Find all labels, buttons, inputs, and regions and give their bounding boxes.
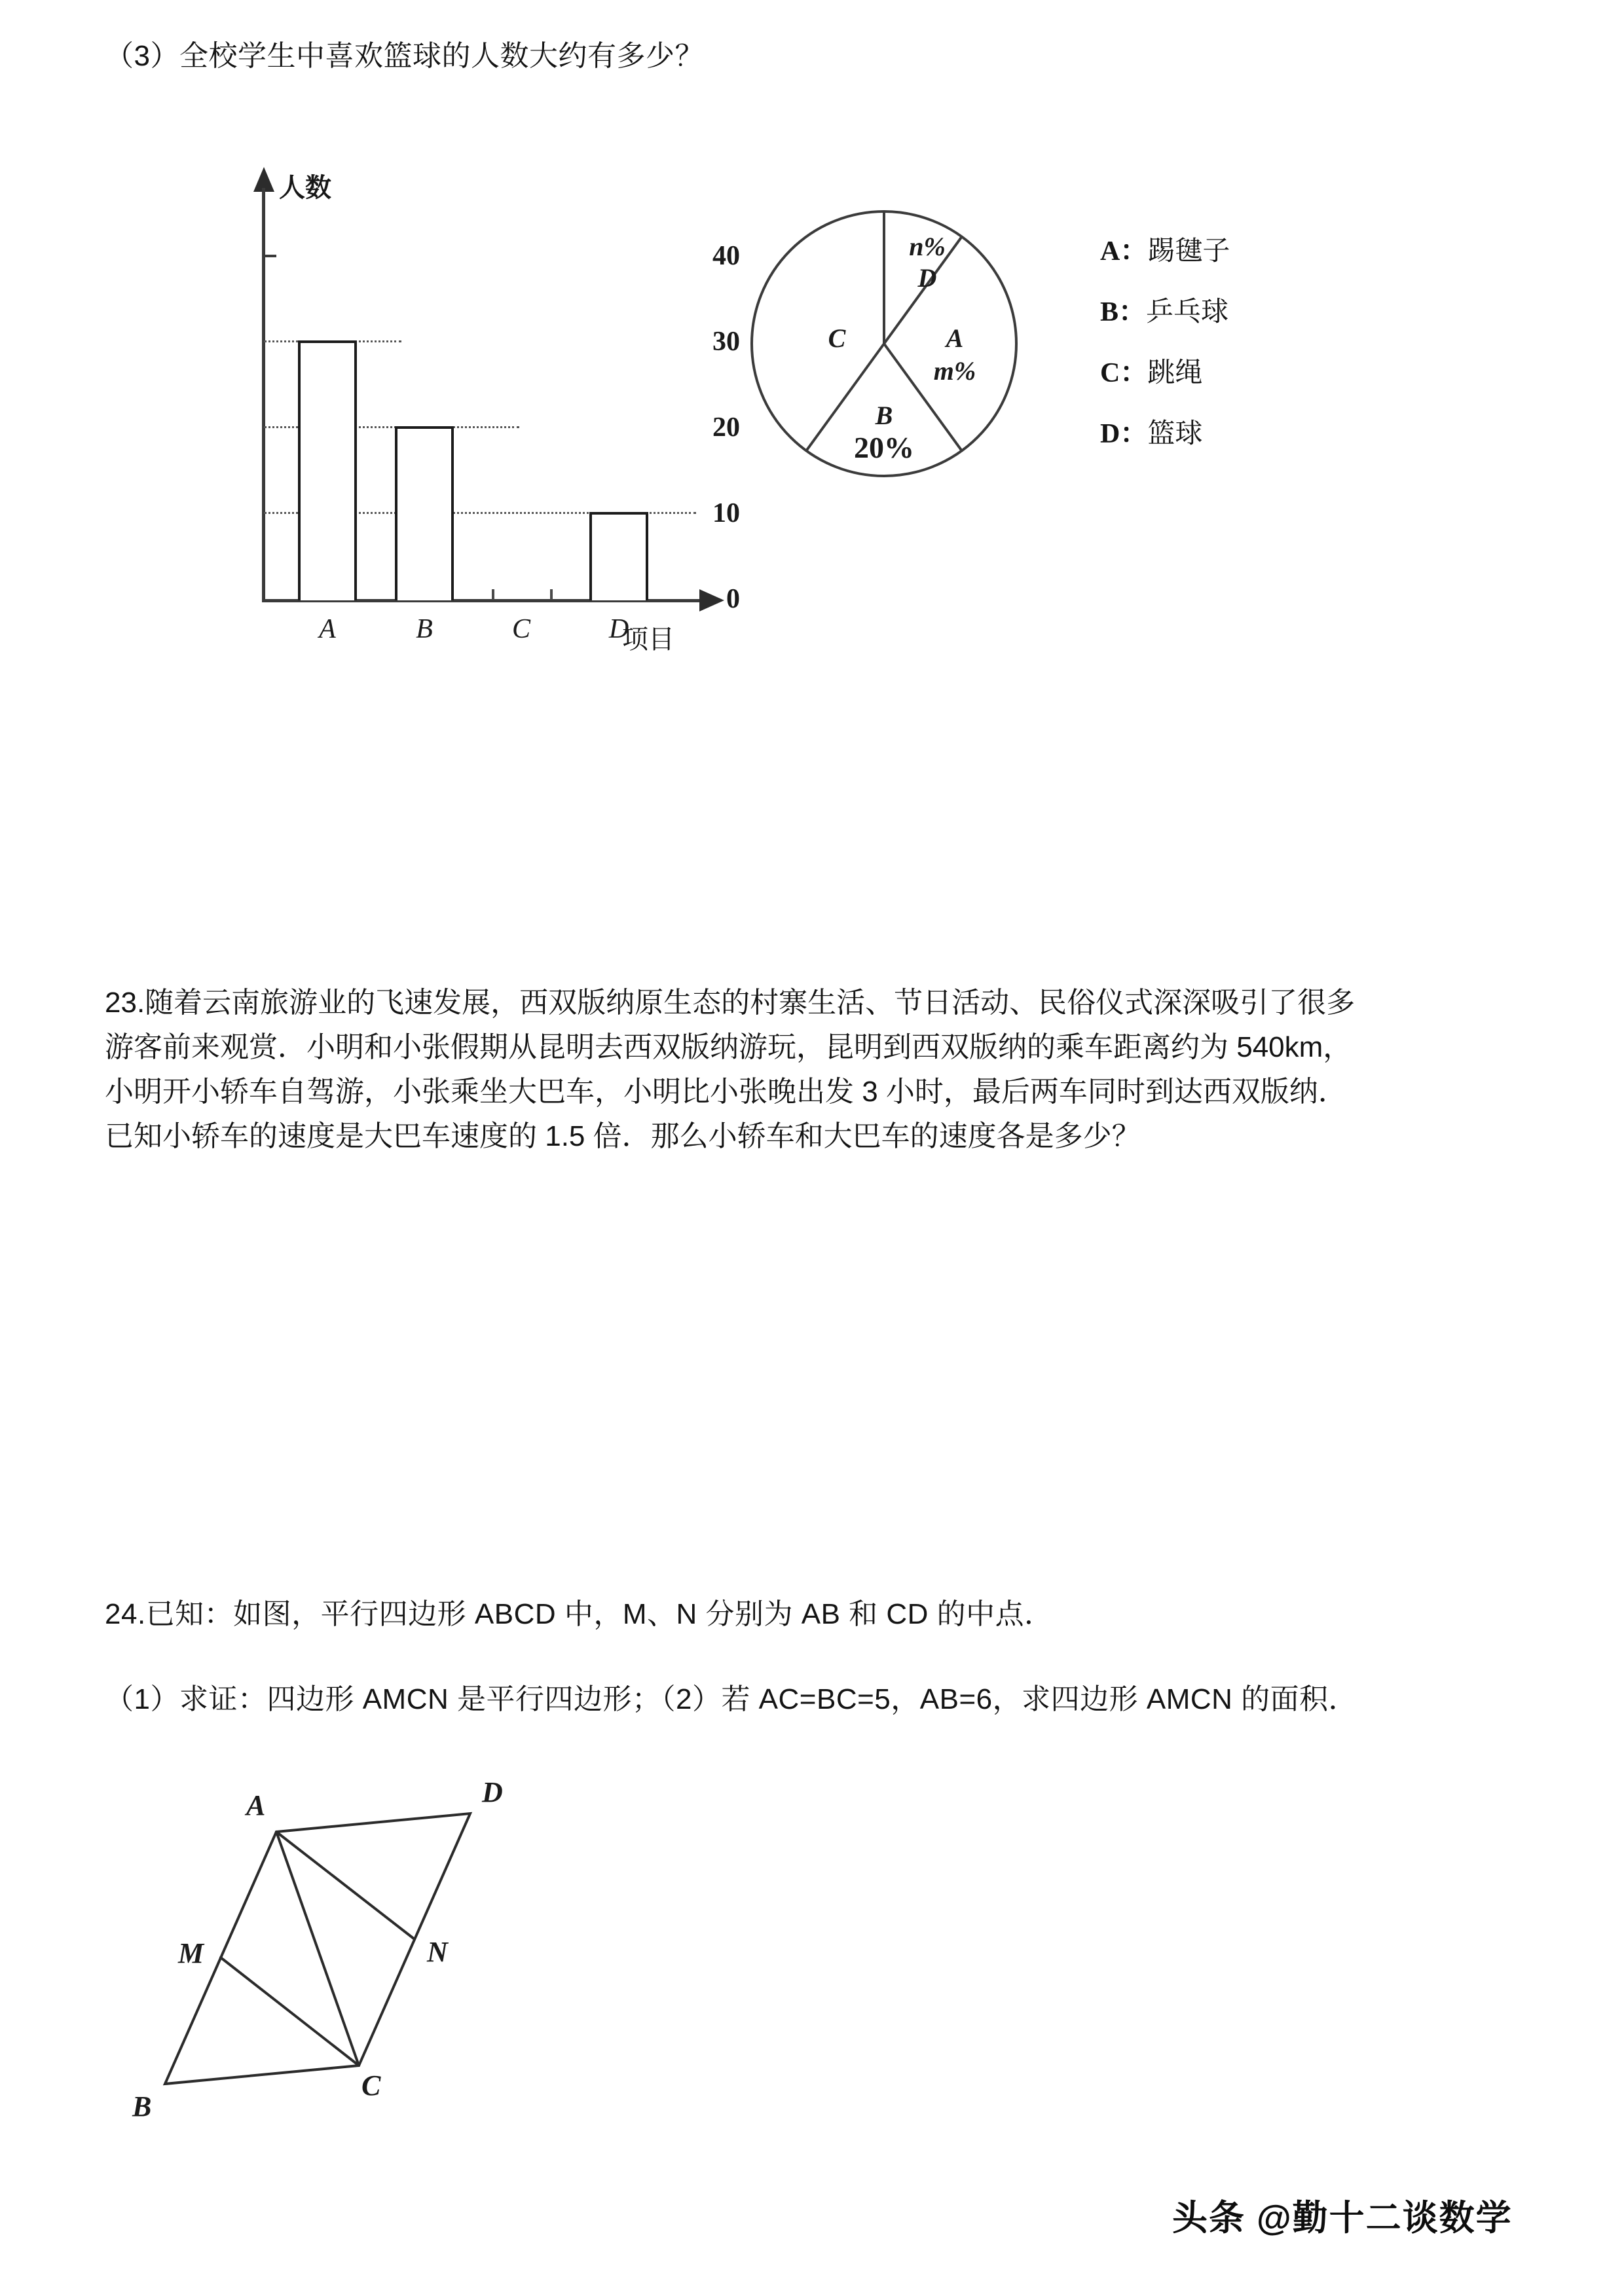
watermark: 头条 @勤十二谈数学 bbox=[1172, 2198, 1513, 2238]
legend-key-b: B： bbox=[1100, 297, 1147, 327]
question-23-line-4: 已知小轿车的速度是大巴车速度的 1.5 倍．那么小轿车和大巴车的速度各是多少？ bbox=[105, 1120, 1141, 1152]
y-tick-label-40: 40 bbox=[712, 241, 740, 271]
legend-item-c bbox=[1100, 351, 1202, 390]
legend-key-d: D： bbox=[1100, 419, 1148, 449]
y-tick-label-20: 20 bbox=[712, 412, 740, 443]
x-axis-label: 项目 bbox=[622, 625, 674, 654]
question-24-stem: 24.已知：如图，平行四边形 ABCD 中，M、N 分别为 AB 和 CD 的中点． bbox=[105, 1598, 1054, 1630]
x-tick-mark-c-left bbox=[492, 589, 494, 600]
legend-key-a: A： bbox=[1100, 236, 1148, 266]
legend-label-d: 篮球 bbox=[1147, 418, 1203, 448]
segment-an bbox=[276, 1832, 415, 1939]
legend-label-c: 跳绳 bbox=[1147, 357, 1203, 388]
segment-mc bbox=[221, 1958, 359, 2066]
segment-ac bbox=[276, 1832, 359, 2066]
y-axis-line bbox=[262, 188, 265, 602]
x-category-label-C: C bbox=[511, 614, 531, 644]
parallelogram-figure bbox=[118, 1776, 589, 2252]
vertex-label-d: D bbox=[482, 1776, 503, 1808]
legend-item-d bbox=[1100, 412, 1202, 451]
vertex-label-b: B bbox=[132, 2090, 152, 2123]
y-tick-mark-40 bbox=[262, 255, 276, 257]
y-tick-label-0: 0 bbox=[726, 584, 740, 614]
legend-key-c: C： bbox=[1100, 358, 1148, 388]
bar-B bbox=[395, 426, 454, 600]
vertex-label-n: N bbox=[427, 1936, 448, 1968]
pie-label-b-value: 20% bbox=[854, 431, 914, 464]
x-tick-mark-c-right bbox=[550, 589, 553, 600]
question-23-line-3: 小明开小轿车自驾游，小张乘坐大巴车，小明比小张晚出发 3 小时，最后两车同时到达西双版纳． bbox=[105, 1076, 1347, 1108]
vertex-label-a: A bbox=[246, 1789, 266, 1821]
legend-label-a: 踢毽子 bbox=[1147, 235, 1230, 266]
question-23-line-2: 游客前来观赏．小明和小张假期从昆明去西双版纳游玩，昆明到西双版纳的乘车距离约为 540km， bbox=[105, 1031, 1352, 1063]
vertex-label-c: C bbox=[361, 2069, 381, 2102]
pie-label-c: C bbox=[828, 323, 846, 353]
pie-label-a: A bbox=[946, 323, 964, 353]
bar-A bbox=[298, 340, 357, 600]
pie-label-a-value: m% bbox=[933, 356, 976, 386]
y-tick-label-30: 30 bbox=[712, 327, 740, 357]
x-category-label-D: D bbox=[608, 614, 629, 644]
x-category-label-B: B bbox=[416, 614, 433, 644]
pie-label-b: B bbox=[875, 401, 893, 430]
y-tick-label-10: 10 bbox=[712, 498, 740, 528]
x-category-label-A: A bbox=[319, 614, 336, 644]
question-21-part3: （3）全校学生中喜欢篮球的人数大约有多少？ bbox=[105, 40, 704, 72]
bar-chart bbox=[164, 167, 740, 684]
legend-item-a bbox=[1100, 229, 1230, 268]
y-axis-label: 人数 bbox=[279, 173, 331, 202]
question-24-parts: （1）求证：四边形 AMCN 是平行四边形；（2）若 AC=BC=5，AB=6，求四边形 AMCN 的面积． bbox=[105, 1683, 1358, 1715]
question-23 bbox=[105, 981, 1355, 1159]
bar-D bbox=[589, 512, 648, 600]
question-23-line-1: 23.随着云南旅游业的飞速发展，西双版纳原生态的村寨生活、节日活动、民俗仪式深深吸引了很多 bbox=[105, 987, 1356, 1019]
pie-label-d-value: n% bbox=[909, 232, 946, 261]
pie-chart bbox=[747, 206, 1022, 481]
pie-label-d: D bbox=[917, 263, 937, 293]
vertex-label-m: M bbox=[178, 1937, 204, 1969]
parallelogram-svg bbox=[118, 1781, 589, 2252]
legend-item-b bbox=[1100, 290, 1228, 329]
legend-label-b: 乒乓球 bbox=[1146, 296, 1229, 327]
